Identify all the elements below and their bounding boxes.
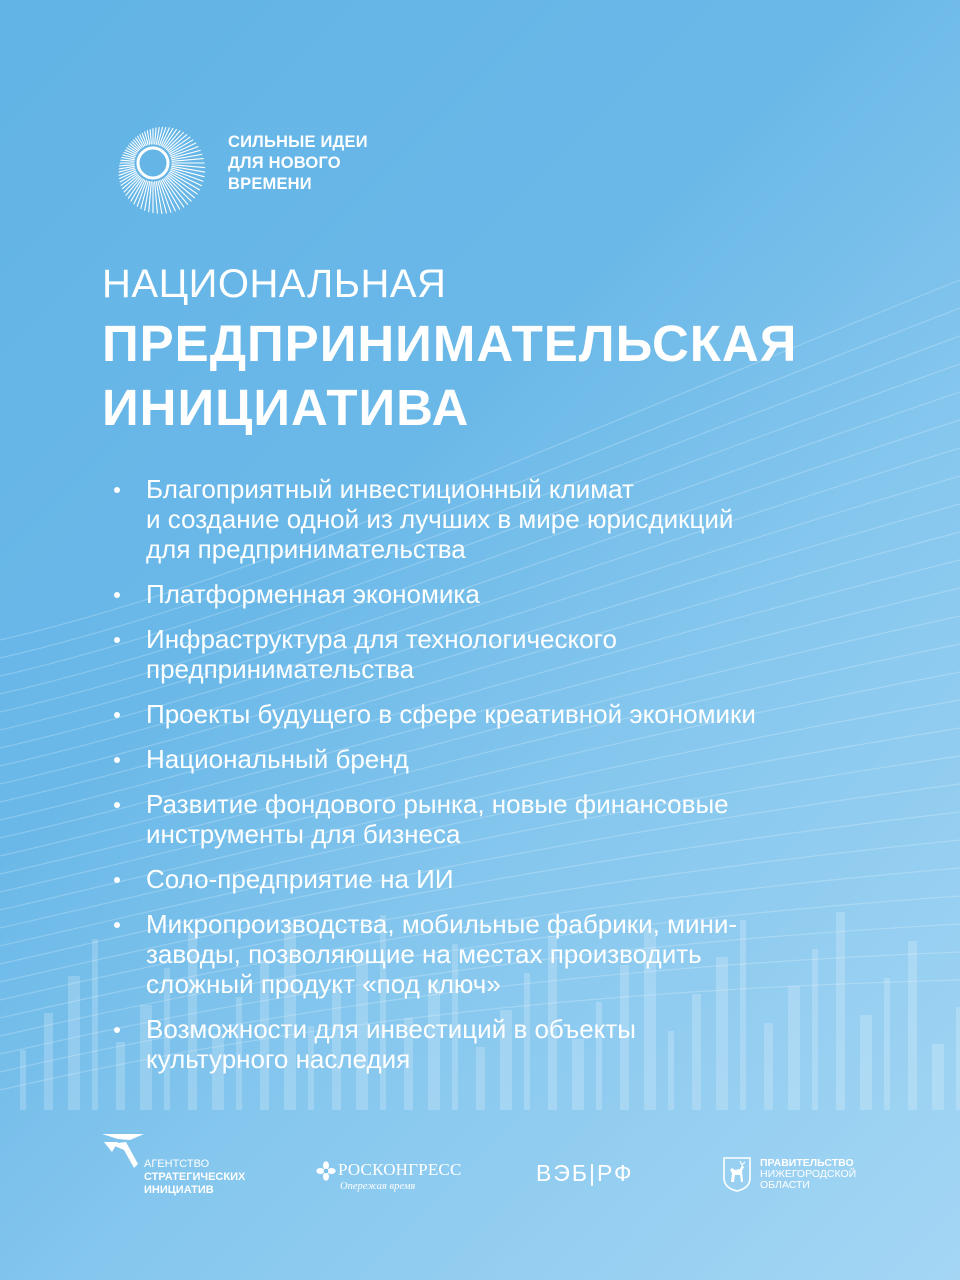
title-line-1: НАЦИОНАЛЬНАЯ <box>102 262 447 306</box>
list-item-line: для предпринимательства <box>146 534 466 564</box>
background-bar <box>908 941 917 1110</box>
title-line-3: ИНИЦИАТИВА <box>102 379 470 436</box>
bullet-dot <box>114 592 120 598</box>
list-item-line: Национальный бренд <box>146 744 409 774</box>
list-item <box>112 699 892 729</box>
government-logo <box>722 1156 892 1196</box>
bullet-dot <box>114 877 120 883</box>
nizhny-novgorod-deer-emblem-icon <box>722 1156 752 1192</box>
list-item <box>112 579 892 609</box>
burst-ray <box>166 176 191 201</box>
background-bar <box>44 1013 53 1110</box>
background-bar <box>20 1050 26 1110</box>
bullet-dot <box>114 487 120 493</box>
slogan-line-3: ВРЕМЕНИ <box>228 175 312 193</box>
bullet-dot <box>114 757 120 763</box>
list-item-line: культурного наследия <box>146 1044 411 1074</box>
list-item <box>112 744 892 774</box>
initiatives-list <box>112 474 892 1089</box>
government-text-line-2: НИЖЕГОРОДСКОЙ <box>760 1168 857 1180</box>
burst-ray <box>150 130 151 144</box>
slogan-line-1: СИЛЬНЫЕ ИДЕИ <box>228 133 368 151</box>
list-item <box>112 1014 892 1074</box>
list-item-line: Возможности для инвестиций в объекты <box>146 1014 636 1044</box>
list-item <box>112 909 892 999</box>
list-item-line: и создание одной из лучших в мире юрисдикций <box>146 504 734 534</box>
list-item-line: Благоприятный инвестиционный климат <box>146 474 634 504</box>
government-text-line-1: ПРАВИТЕЛЬСТВО <box>760 1157 854 1169</box>
background-bar <box>956 1007 960 1110</box>
asi-text <box>144 1158 245 1197</box>
roscongress-tagline: Опережая время <box>340 1181 416 1192</box>
roscongress-logo <box>316 1160 496 1200</box>
list-item-line: Инфраструктура для технологического <box>146 624 617 654</box>
roscongress-flower-icon <box>316 1161 336 1181</box>
background-bar <box>932 1044 944 1110</box>
bullet-dot <box>114 637 120 643</box>
list-item <box>112 789 892 849</box>
bullet-dot <box>114 1027 120 1033</box>
list-item <box>112 864 892 894</box>
burst-ray <box>121 160 134 161</box>
bullet-dot <box>114 802 120 808</box>
list-item-line: предпринимательства <box>146 654 415 684</box>
radial-burst-logo-icon <box>98 108 208 218</box>
government-text <box>760 1158 856 1191</box>
slogan-line-2: ДЛЯ НОВОГО <box>228 154 341 172</box>
government-text-line-3: ОБЛАСТИ <box>760 1179 810 1191</box>
list-item-line: Соло-предприятие на ИИ <box>146 864 454 894</box>
list-item <box>112 474 892 564</box>
list-item-line: Развитие фондового рынка, новые финансовые <box>146 789 729 819</box>
bullet-dot <box>114 712 120 718</box>
burst-ray <box>120 165 134 166</box>
burst-ray <box>155 128 156 144</box>
asi-text-line-3: ИНИЦИАТИВ <box>144 1184 214 1196</box>
list-item-line: Платформенная экономика <box>146 579 480 609</box>
list-item-line: Проекты будущего в сфере креативной экономики <box>146 699 756 729</box>
roscongress-name: РОСКОНГРЕСС <box>338 1160 462 1179</box>
title-line-2: ПРЕДПРИНИМАТЕЛЬСКАЯ <box>102 315 798 372</box>
list-item-line: сложный продукт «под ключ» <box>146 969 501 999</box>
asi-text-line-2: СТРАТЕГИЧЕСКИХ <box>144 1171 246 1183</box>
bullet-dot <box>114 922 120 928</box>
asi-text-line-1: АГЕНТСТВО <box>144 1158 210 1170</box>
asi-logo <box>100 1130 270 1200</box>
background-bar <box>92 939 98 1110</box>
veb-rf-logo: ВЭБ|РФ <box>536 1160 634 1186</box>
list-item-line: инструменты для бизнеса <box>146 819 461 849</box>
list-item-line: Микропроизводства, мобильные фабрики, мини- <box>146 909 738 939</box>
slogan <box>228 132 368 195</box>
asi-arrow-logo-icon <box>100 1130 146 1170</box>
list-item-line: заводы, позволяющие на местах производить <box>146 939 702 969</box>
list-item <box>112 624 892 684</box>
background-bar <box>68 976 80 1110</box>
